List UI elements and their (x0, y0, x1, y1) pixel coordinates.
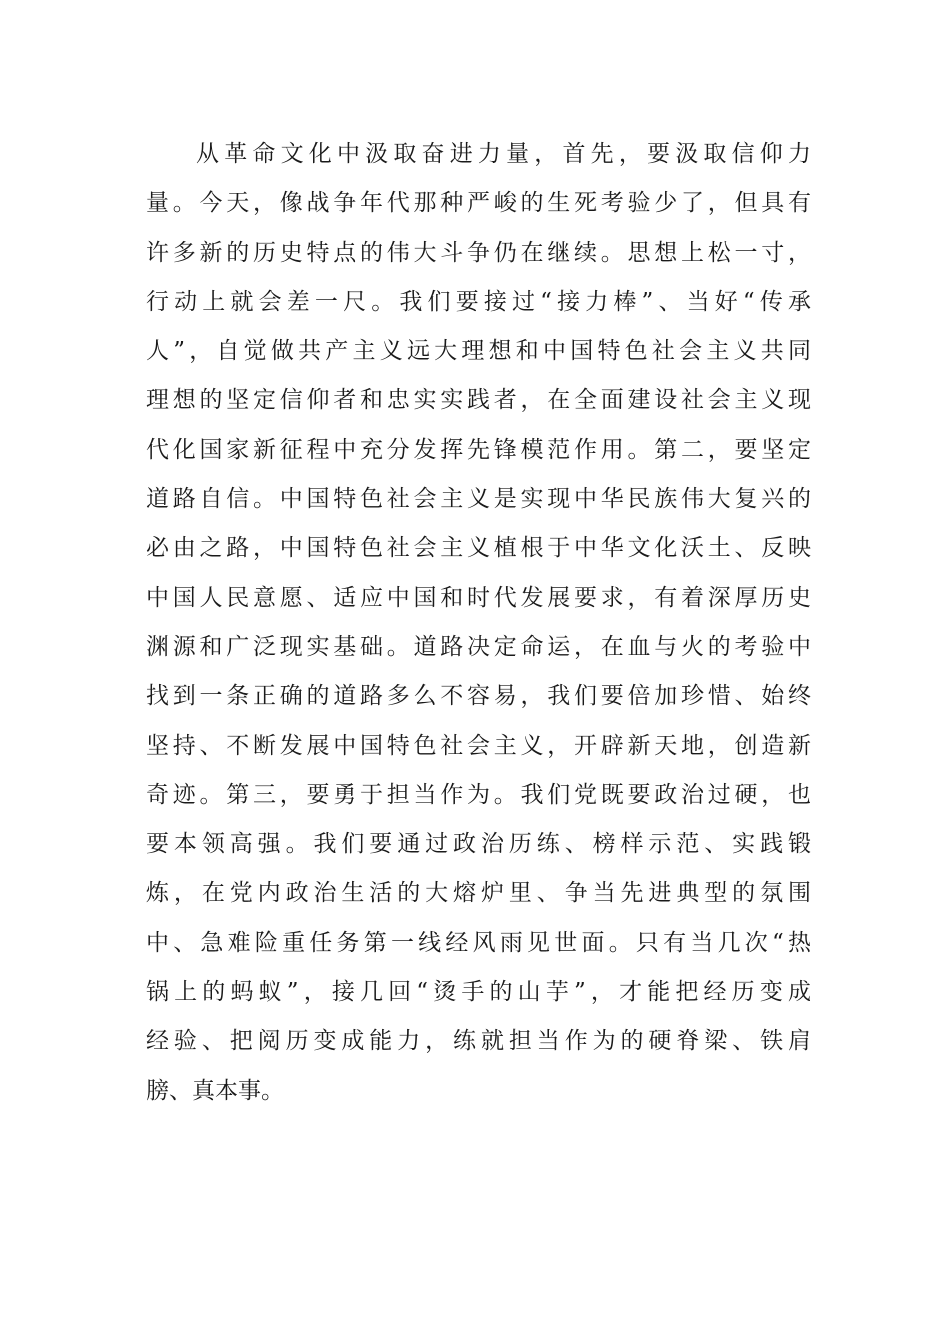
paragraph-line: 找到一条正确的道路多么不容易，我们要倍加珍惜、始终 (146, 683, 811, 710)
paragraph-line: 人”，自觉做共产主义远大理想和中国特色社会主义共同 (146, 338, 811, 365)
paragraph-line: 炼，在党内政治生活的大熔炉里、争当先进典型的氛围 (146, 880, 811, 907)
paragraph-line: 中、急难险重任务第一线经风雨见世面。只有当几次“热 (146, 929, 811, 956)
paragraph-line: 渊源和广泛现实基础。道路决定命运，在血与火的考验中 (146, 633, 811, 660)
paragraph-line: 许多新的历史特点的伟大斗争仍在继续。思想上松一寸， (146, 239, 811, 266)
paragraph-line: 从革命文化中汲取奋进力量，首先，要汲取信仰力 (196, 141, 811, 167)
paragraph-line: 膀、真本事。 (146, 1077, 284, 1104)
paragraph-line: 中国人民意愿、适应中国和时代发展要求，有着深厚历史 (146, 584, 811, 611)
body-paragraph (146, 130, 811, 1116)
paragraph-line: 经验、把阅历变成能力，练就担当作为的硬脊梁、铁肩 (146, 1028, 811, 1055)
paragraph-line: 必由之路，中国特色社会主义植根于中华文化沃土、反映 (146, 535, 811, 562)
paragraph-line: 锅上的蚂蚁”，接几回“烫手的山芋”，才能把经历变成 (146, 979, 811, 1006)
paragraph-line: 理想的坚定信仰者和忠实实践者，在全面建设社会主义现 (146, 387, 811, 414)
paragraph-line: 奇迹。第三，要勇于担当作为。我们党既要政治过硬，也 (146, 781, 811, 808)
paragraph-line: 代化国家新征程中充分发挥先锋模范作用。第二，要坚定 (146, 436, 811, 463)
paragraph-line: 道路自信。中国特色社会主义是实现中华民族伟大复兴的 (146, 486, 811, 513)
paragraph-line: 行动上就会差一尺。我们要接过“接力棒”、当好“传承 (146, 288, 811, 315)
paragraph-line: 坚持、不断发展中国特色社会主义，开辟新天地，创造新 (146, 732, 811, 759)
paragraph-line: 要本领高强。我们要通过政治历练、榜样示范、实践锻 (146, 831, 811, 858)
paragraph-line: 量。今天，像战争年代那种严峻的生死考验少了，但具有 (146, 190, 811, 217)
